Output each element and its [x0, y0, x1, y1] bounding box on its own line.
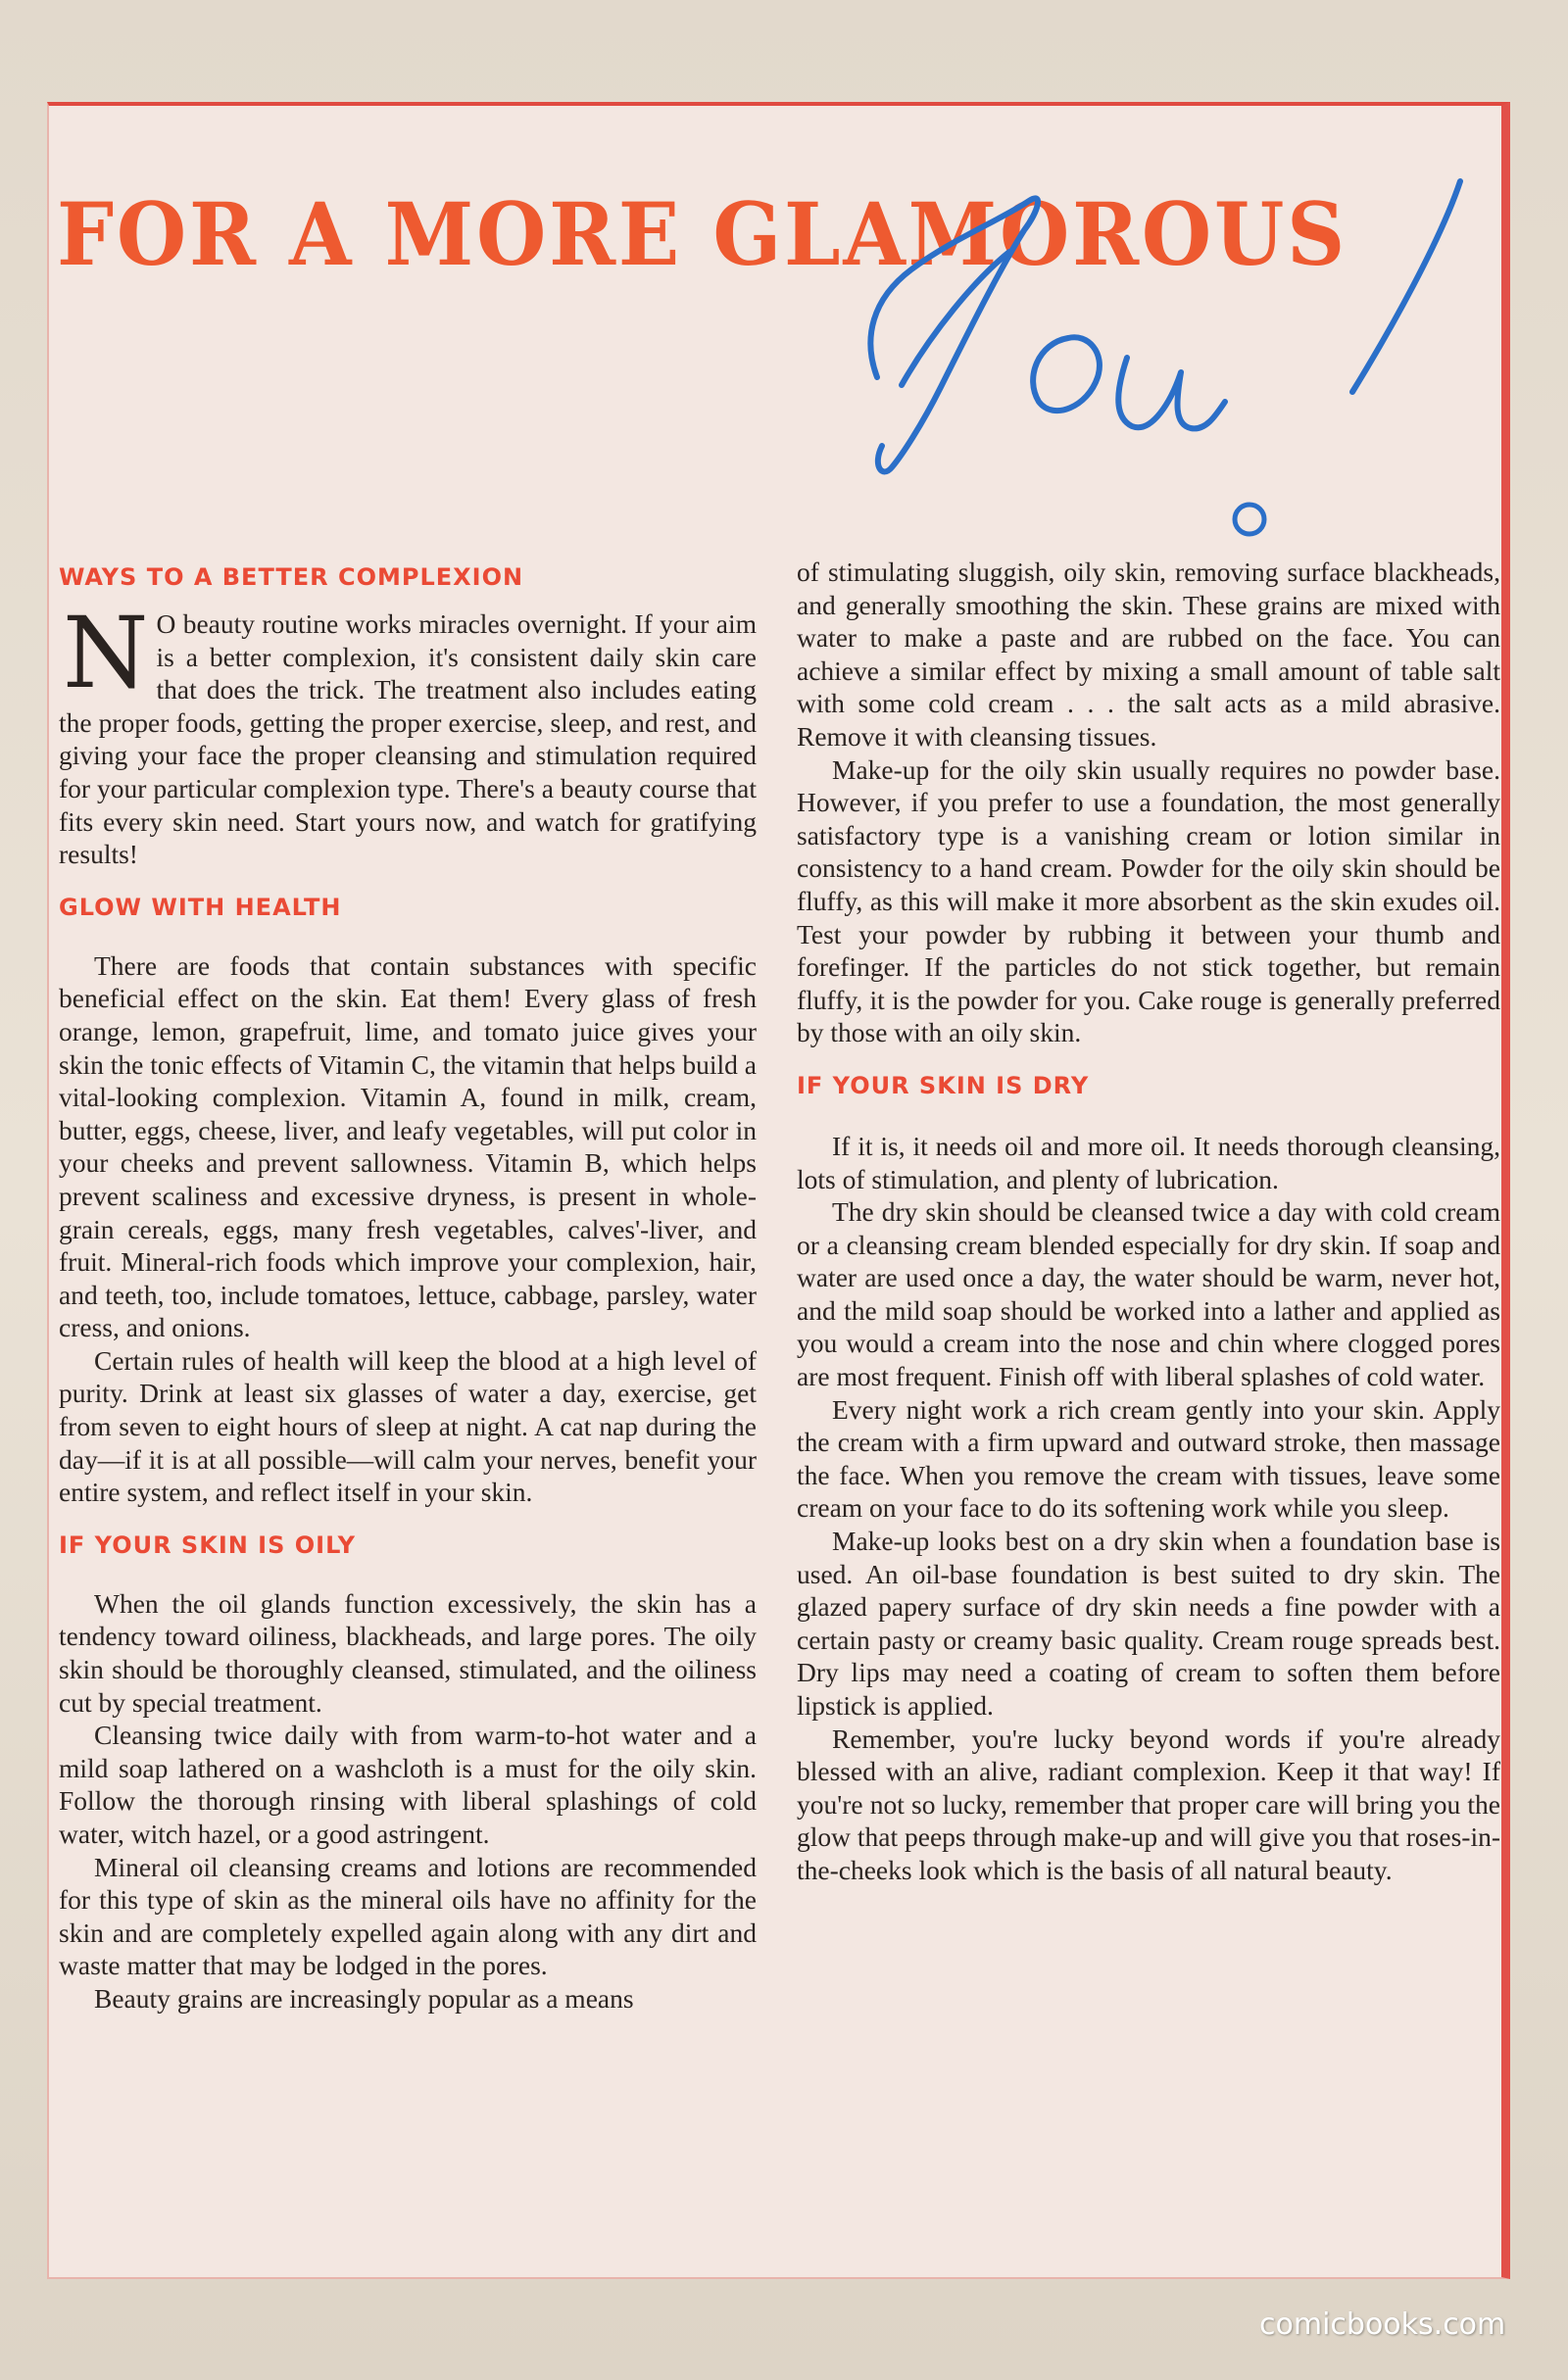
paragraph: Make-up for the oily skin usually requires no powder base. However, if you prefer to use a foundation, the most generally satisfactory type is a vanishing cream or lotion similar in consistency to a hand cream. Powder for the oily skin should be fluffy, as this will make it more absorbent as the skin exudes oil. Test your powder by rubbing it between your thumb and forefinger. If the particles do not stick together, but remain fluffy, it is the powder for you. Cake rouge is generally preferred by those with an oily skin.	[797, 753, 1500, 1048]
paragraph: Certain rules of health will keep the blood at a high level of purity. Drink at least six glasses of water a day, exercise, get from seven to eight hours of sleep at night. A cat nap during the day—if it is at all possible—will calm your nerves, benefit your entire system, and reflect itself in your skin.	[59, 1344, 757, 1508]
paragraph: When the oil glands function excessively, the skin has a tendency toward oiliness, blackheads, and large pores. The oily skin should be thoroughly cleansed, stimulated, and the oiliness cut by special treatment.	[59, 1587, 757, 1718]
heading-dry-skin: IF YOUR SKIN IS DRY	[797, 1071, 1090, 1099]
paragraph: There are foods that contain substances with specific beneficial effect on the skin. Eat them! Every glass of fresh orange, lemon, grapefruit, lime, and tomato juice gives your skin the tonic effects of Vitamin C, the vitamin that helps build a vital-looking complexion. Vitamin A, found in milk, cream, butter, eggs, cheese, liver, and leafy vegetables, will put color in your cheeks and prevent sallowness. Vitamin B, which helps prevent scaliness and excessive dryness, is present in whole-grain cereals, eggs, many fresh vegetables, calves'-liver, and fruit. Mineral-rich foods which improve your complexion, hair, and teeth, too, include tomatoes, lettuce, cabbage, parsley, water cress, and onions.	[59, 949, 757, 1343]
paragraph: Every night work a rich cream gently into your skin. Apply the cream with a firm upward and outward stroke, then massage the face. When you remove the cream with tissues, leave some cream on your face to do its softening work while you sleep.	[797, 1393, 1500, 1524]
drop-cap: N	[63, 596, 149, 710]
paragraph: The dry skin should be cleansed twice a day with cold cream or a cleansing cream blended especially for dry skin. If soap and water are used once a day, the water should be warm, never hot, and the mild soap should be worked into a lather and applied as you would a cream into the nose and chin where clogged pores are most frequent. Finish off with liberal splashes of cold water.	[797, 1196, 1500, 1392]
right-column	[797, 556, 1500, 1887]
paragraph: Remember, you're lucky beyond words if you're already blessed with an alive, radiant complexion. Keep it that way! If you're not so lucky, remember that proper care will bring you the glow that peeps through make-up and will give you that roses-in-the-cheeks look which is the basis of all natural beauty.	[797, 1723, 1500, 1885]
headline: FOR A MORE GLAMOROUS	[57, 183, 1348, 285]
script-you-text	[813, 174, 835, 185]
paragraph-text: O beauty routine works miracles overnight. If your aim is a better complexion, it's consistent daily skin care that does the trick. The treatment also includes eating the proper foods, getting the proper exercise, sleep, and rest, and giving your face the proper cleansing and stimulation required for your particular complexion type. There's a beauty course that fits every skin need. Start yours now, and watch for gratifying results!	[59, 608, 757, 870]
paragraph: Mineral oil cleansing creams and lotions are recommended for this type of skin as the mineral oils have no affinity for the skin and are completely expelled again along with any dirt and waste matter that may be lodged in the pores.	[59, 1851, 757, 1981]
left-column	[59, 559, 757, 2016]
paragraph: If it is, it needs oil and more oil. It needs thorough cleansing, lots of stimulation, and plenty of lubrication.	[797, 1130, 1500, 1194]
paragraph: of stimulating sluggish, oily skin, removing surface blackheads, and generally smoothing the skin. These grains are mixed with water to make a paste and are rubbed on the face. You can achieve a similar effect by mixing a small amount of table salt with some cold cream . . . the salt acts as a mild abrasive. Remove it with cleansing tissues.	[797, 557, 1500, 752]
heading-glow-with-health: GLOW WITH HEALTH	[59, 893, 342, 921]
site-watermark: comicbooks.com	[1259, 2307, 1506, 2342]
paragraph: Beauty grains are increasingly popular as a means	[94, 1982, 634, 2014]
paragraph	[59, 596, 757, 871]
heading-oily-skin: IF YOUR SKIN IS OILY	[59, 1530, 357, 1559]
paragraph: Make-up looks best on a dry skin when a foundation base is used. An oil-base foundation is best suited to dry skin. The glazed papery surface of dry skin needs a fine powder with a certain pasty or creamy basic quality. Cream rouge spreads best. Dry lips may need a coating of cream to soften them before lipstick is applied.	[797, 1526, 1500, 1721]
heading-better-complexion: WAYS TO A BETTER COMPLEXION	[59, 563, 524, 591]
paragraph: Cleansing twice daily with from warm-to-hot water and a mild soap lathered on a washcloth is a must for the oily skin. Follow the thorough rinsing with liberal splashings of cold water, witch hazel, or a good astringent.	[59, 1720, 757, 1849]
script-you-lettering	[804, 162, 1548, 573]
